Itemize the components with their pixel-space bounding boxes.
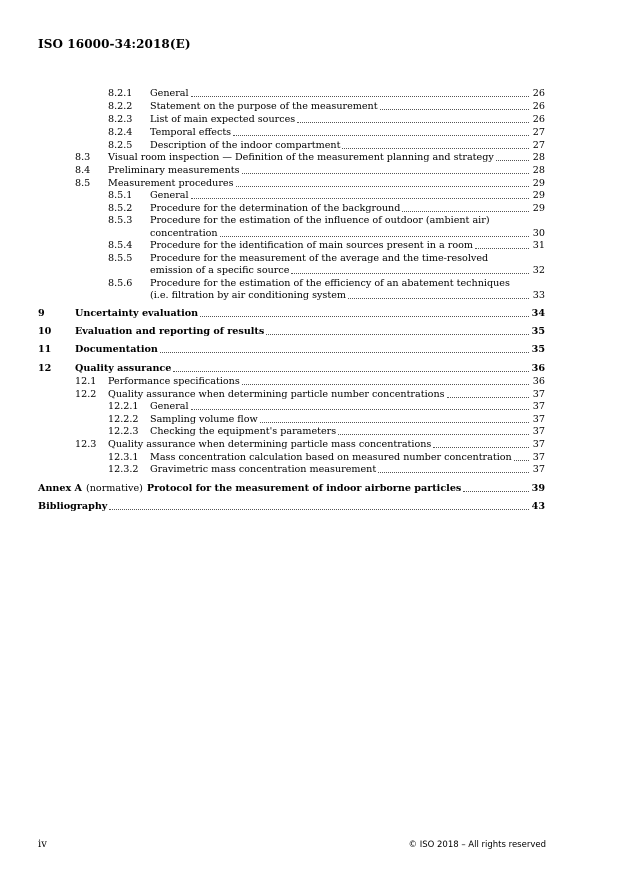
toc-entry-page: 35 <box>531 326 545 337</box>
toc-entry[interactable] <box>108 452 545 463</box>
leader-dots <box>342 148 529 149</box>
leader-dots <box>173 371 529 372</box>
toc-entry-page: 37 <box>532 389 545 400</box>
toc-annex-entry[interactable] <box>38 483 545 494</box>
toc-entry[interactable] <box>75 165 545 176</box>
toc-entry-page: 33 <box>532 290 545 301</box>
annex-type: (normative) <box>86 483 143 494</box>
toc-entry-number: 8.5.5 <box>108 253 133 264</box>
leader-dots <box>109 509 529 510</box>
toc-entry-title: Quality assurance when determining particle number concentrations <box>108 389 445 400</box>
toc-entry[interactable] <box>108 114 545 125</box>
toc-entry-title: Sampling volume flow <box>150 414 258 425</box>
toc-entry[interactable] <box>108 203 545 214</box>
toc-entry-title: Performance specifications <box>108 376 240 387</box>
toc-entry-title: Documentation <box>75 344 158 355</box>
toc-entry-title: Mass concentration calculation based on measured number concentration <box>150 452 512 463</box>
copyright-notice: © ISO 2018 – All rights reserved <box>408 840 546 850</box>
toc-entry-title: Evaluation and reporting of results <box>75 326 265 337</box>
toc-entry-page: 39 <box>531 483 545 494</box>
toc-entry-number: 8.5 <box>75 178 91 189</box>
leader-dots <box>242 384 529 385</box>
toc-entry-number: 12.2.2 <box>108 414 139 425</box>
toc-entry[interactable] <box>108 464 545 475</box>
toc-entry-number: 12.2 <box>75 389 97 400</box>
toc-entry-last-line <box>150 228 545 239</box>
toc-entry-page: 35 <box>531 344 545 355</box>
toc-entry-page: 30 <box>532 228 545 239</box>
toc-entry-title: Uncertainty evaluation <box>75 308 199 319</box>
toc-entry-title: Bibliography <box>38 501 108 512</box>
toc-entry-number: 8.5.6 <box>108 278 133 289</box>
toc-entry-page: 26 <box>532 101 545 112</box>
toc-entry-number: 12.2.1 <box>108 401 139 412</box>
leader-dots <box>191 198 529 199</box>
toc-entry-number: 12.1 <box>75 376 97 387</box>
toc-entry[interactable] <box>75 439 545 450</box>
leader-dots <box>338 434 529 435</box>
toc-entry-page: 37 <box>532 464 545 475</box>
leader-dots <box>236 186 529 187</box>
toc-entry-title: Quality assurance <box>75 363 172 374</box>
toc-entry-page: 26 <box>532 88 545 99</box>
toc-entry-page: 29 <box>532 190 545 201</box>
leader-dots <box>348 298 529 299</box>
leader-dots <box>291 273 529 274</box>
toc-entry-last-line <box>150 265 545 276</box>
leader-dots <box>191 409 529 410</box>
toc-entry-number: 12.3.1 <box>108 452 139 463</box>
toc-entry[interactable] <box>108 426 545 437</box>
toc-entry-page: 29 <box>532 203 545 214</box>
toc-entry-title: Visual room inspection — Definition of the measurement planning and strategy <box>108 152 494 163</box>
toc-bibliography-entry[interactable] <box>38 501 545 512</box>
toc-entry-page: 34 <box>531 308 545 319</box>
toc-entry[interactable] <box>75 389 545 400</box>
toc-entry-number: 8.5.1 <box>108 190 133 201</box>
leader-dots <box>475 248 529 249</box>
leader-dots <box>160 352 529 353</box>
toc-entry-page: 36 <box>531 363 545 374</box>
toc-entry-number: 8.2.1 <box>108 88 133 99</box>
toc-entry-number: 9 <box>38 308 45 319</box>
leader-dots <box>378 472 529 473</box>
toc-entry[interactable] <box>75 178 545 189</box>
toc-entry-title: Protocol for the measurement of indoor airborne particles <box>146 483 462 494</box>
toc-clause-entry[interactable] <box>38 326 545 337</box>
leader-dots <box>266 334 529 335</box>
toc-entry-number: 12.3.2 <box>108 464 139 475</box>
toc-entry-page: 29 <box>532 178 545 189</box>
leader-dots <box>380 109 529 110</box>
toc-entry-page: 37 <box>532 452 545 463</box>
toc-entry-first-line <box>108 215 545 226</box>
toc-entry-page: 27 <box>532 140 545 151</box>
toc-entry-title-line1: Procedure for the estimation of the influence of outdoor (ambient air) <box>150 215 490 226</box>
toc-entry-title-line1: Procedure for the measurement of the average and the time-resolved <box>150 253 489 264</box>
toc-clause-entry[interactable] <box>38 363 545 374</box>
toc-entry-page: 37 <box>532 414 545 425</box>
toc-entry-number: 8.2.3 <box>108 114 133 125</box>
page-number: iv <box>38 839 47 850</box>
leader-dots <box>447 397 529 398</box>
toc-entry-first-line <box>108 253 545 264</box>
toc-entry-title: General <box>150 401 189 412</box>
toc-entry-title: Checking the equipment's parameters <box>150 426 337 437</box>
leader-dots <box>191 96 529 97</box>
toc-entry-number: 8.3 <box>75 152 91 163</box>
toc-entry-number: 8.5.3 <box>108 215 133 226</box>
toc-entry-number: 12.2.3 <box>108 426 139 437</box>
toc-entry-page: 43 <box>531 501 545 512</box>
toc-entry-number: 11 <box>38 344 52 355</box>
toc-entry-page: 31 <box>532 240 545 251</box>
annex-label: Annex A <box>38 483 83 494</box>
toc-entry-last-line <box>150 290 545 301</box>
toc-entry[interactable] <box>108 127 545 138</box>
leader-dots <box>514 460 529 461</box>
toc-entry-number: 8.5.2 <box>108 203 133 214</box>
leader-dots <box>463 491 529 492</box>
toc-entry-title: General <box>150 88 189 99</box>
toc-clause-entry[interactable] <box>38 308 545 319</box>
toc-entry[interactable] <box>108 401 545 412</box>
toc-entry-page: 27 <box>532 127 545 138</box>
toc-entry-page: 26 <box>532 114 545 125</box>
toc-entry-number: 8.4 <box>75 165 91 176</box>
leader-dots <box>496 160 529 161</box>
toc-entry[interactable] <box>108 101 545 112</box>
leader-dots <box>297 122 529 123</box>
leader-dots <box>433 447 529 448</box>
toc-entry[interactable] <box>75 376 545 387</box>
toc-entry-title: Temporal effects <box>150 127 232 138</box>
toc-entry-title: Procedure for the identification of main sources present in a room <box>150 240 474 251</box>
leader-dots <box>402 211 529 212</box>
toc-entry[interactable] <box>108 240 545 251</box>
toc-entry-title: List of main expected sources <box>150 114 296 125</box>
toc-entry-page: 28 <box>532 165 545 176</box>
toc-entry-number: 12 <box>38 363 52 374</box>
toc-entry-number: 8.2.5 <box>108 140 133 151</box>
toc-entry[interactable] <box>75 152 545 163</box>
toc-entry-page: 32 <box>532 265 545 276</box>
toc-entry-title: Gravimetric mass concentration measurement <box>150 464 377 475</box>
leader-dots <box>233 135 529 136</box>
toc-entry-number: 10 <box>38 326 52 337</box>
toc-entry[interactable] <box>108 414 545 425</box>
toc-entry-title-line1: Procedure for the estimation of the efficiency of an abatement techniques <box>150 278 510 289</box>
toc-entry[interactable] <box>108 88 545 99</box>
toc-entry-title: Description of the indoor compartment <box>150 140 341 151</box>
toc-entry-number: 8.2.2 <box>108 101 133 112</box>
toc-entry-number: 8.5.4 <box>108 240 133 251</box>
toc-entry-number: 8.2.4 <box>108 127 133 138</box>
document-id: ISO 16000-34:2018(E) <box>38 37 191 51</box>
toc-entry-page: 36 <box>532 376 545 387</box>
toc-entry-page: 37 <box>532 401 545 412</box>
leader-dots <box>242 173 529 174</box>
toc-clause-entry[interactable] <box>38 344 545 355</box>
toc-entry-title: (i.e. filtration by air conditioning system <box>150 290 346 301</box>
toc-entry-title: Preliminary measurements <box>108 165 240 176</box>
toc-entry[interactable] <box>108 140 545 151</box>
toc-entry-page: 28 <box>532 152 545 163</box>
toc-entry-page: 37 <box>532 439 545 450</box>
toc-entry-title: Quality assurance when determining particle mass concentrations <box>108 439 432 450</box>
toc-entry-title: emission of a specific source <box>150 265 290 276</box>
toc-entry-title: Procedure for the determination of the background <box>150 203 401 214</box>
leader-dots <box>220 236 529 237</box>
toc-entry-number: 12.3 <box>75 439 97 450</box>
toc-entry-title: concentration <box>150 228 218 239</box>
toc-entry[interactable] <box>108 190 545 201</box>
toc-entry-title: General <box>150 190 189 201</box>
leader-dots <box>200 316 529 317</box>
toc-entry-title: Statement on the purpose of the measurement <box>150 101 378 112</box>
leader-dots <box>260 422 529 423</box>
toc-entry-first-line <box>108 278 545 289</box>
toc-entry-title: Measurement procedures <box>108 178 234 189</box>
toc-entry-page: 37 <box>532 426 545 437</box>
